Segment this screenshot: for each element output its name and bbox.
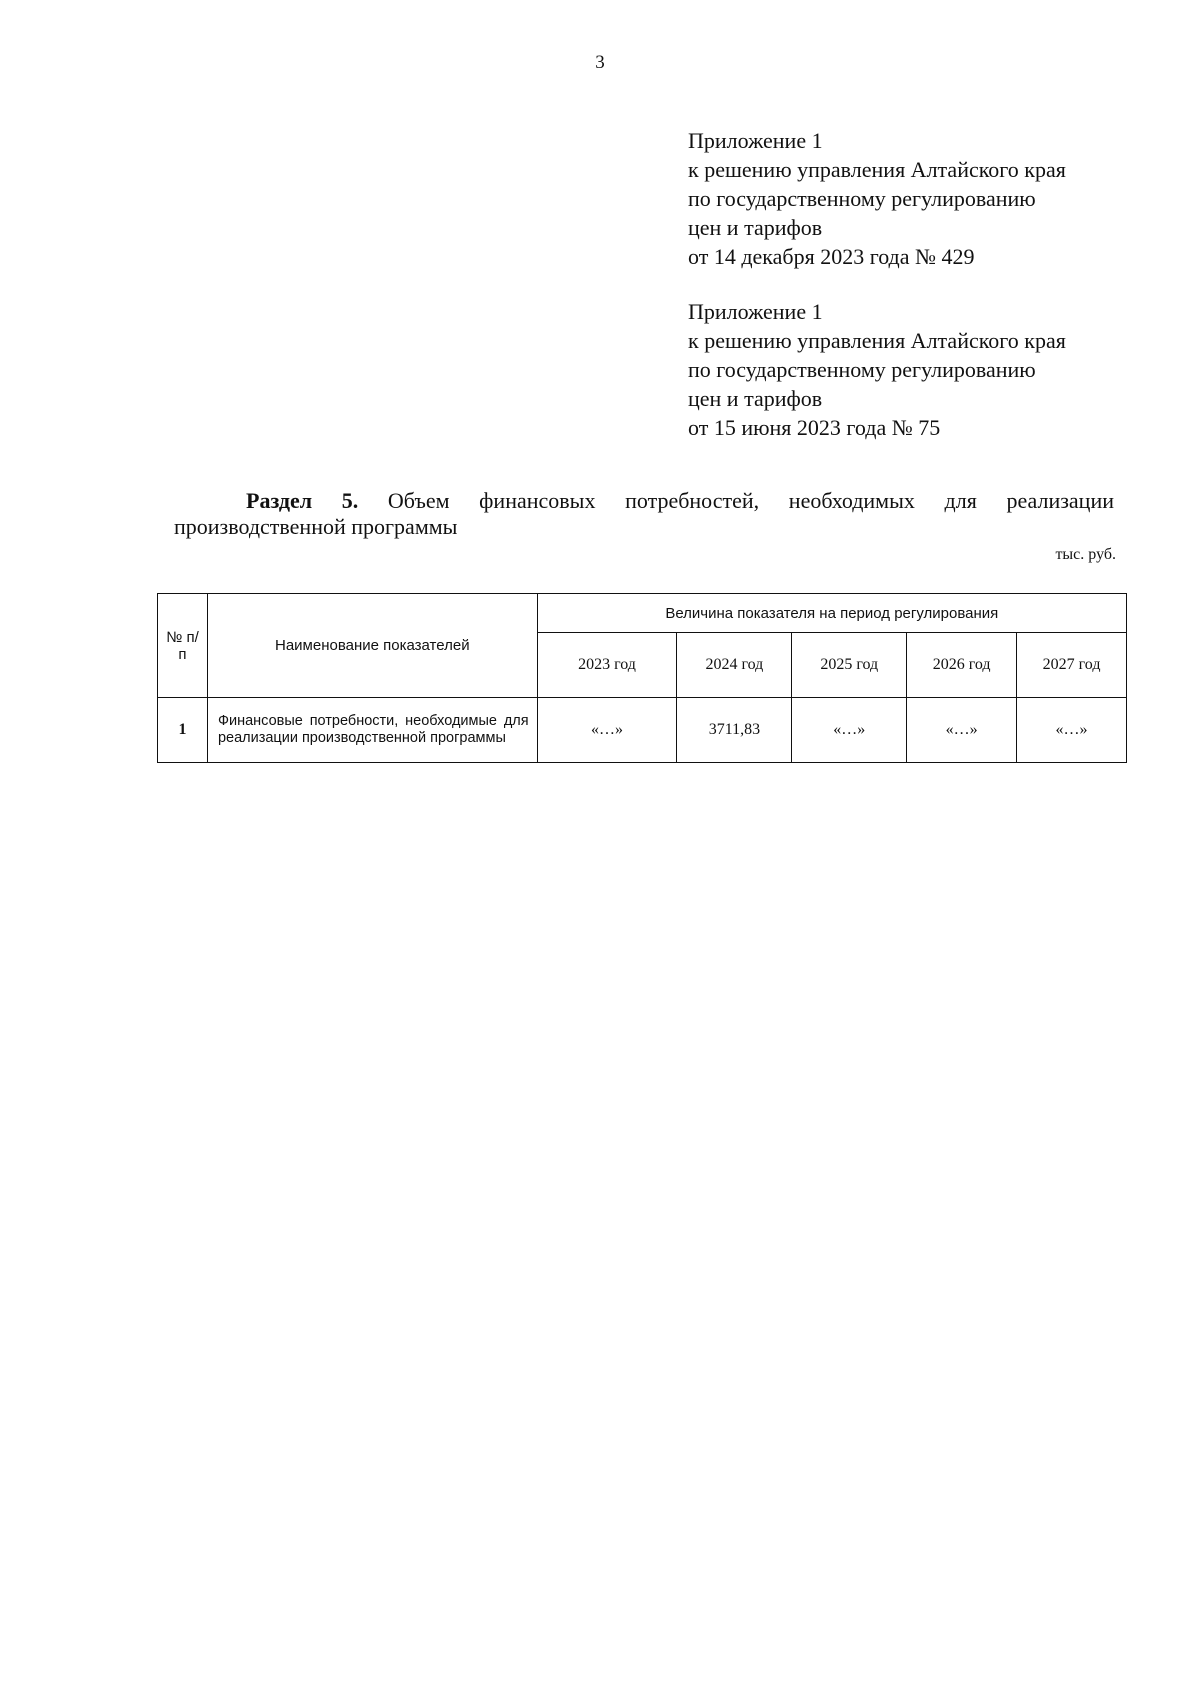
row-value: «…»: [537, 698, 677, 763]
page-number: 3: [595, 52, 605, 73]
column-header-name: Наименование показателей: [207, 594, 537, 698]
row-value: 3711,83: [677, 698, 792, 763]
financial-needs-table: [157, 593, 1127, 763]
appendix-line: цен и тарифов: [688, 386, 823, 411]
appendix-title: Приложение 1: [688, 299, 823, 324]
units-label: тыс. руб.: [1055, 546, 1116, 563]
appendix-title: Приложение 1: [688, 128, 823, 153]
column-header-period: Величина показателя на период регулирования: [537, 594, 1126, 633]
table-row: [158, 698, 1127, 763]
column-header-year: 2025 год: [792, 633, 907, 698]
appendix-line: по государственному регулированию: [688, 357, 1036, 382]
column-header-year: 2024 год: [677, 633, 792, 698]
row-name: Финансовые потребности, необходимые для реализации производственной программы: [207, 698, 537, 763]
column-header-number: № п/п: [158, 594, 208, 698]
section-heading: [174, 488, 1114, 540]
appendix-block-current: [688, 126, 1148, 271]
row-number: 1: [158, 698, 208, 763]
appendix-date: от 15 июня 2023 года № 75: [688, 415, 941, 440]
appendix-line: к решению управления Алтайского края: [688, 157, 1066, 182]
column-header-year: 2026 год: [907, 633, 1017, 698]
appendix-block-previous: [688, 297, 1148, 442]
section-label: Раздел 5.: [246, 488, 359, 513]
appendix-date: от 14 декабря 2023 года № 429: [688, 244, 975, 269]
appendix-line: по государственному регулированию: [688, 186, 1036, 211]
column-header-year: 2023 год: [537, 633, 677, 698]
appendix-line: цен и тарифов: [688, 215, 823, 240]
row-value: «…»: [792, 698, 907, 763]
column-header-year: 2027 год: [1017, 633, 1127, 698]
row-value: «…»: [1017, 698, 1127, 763]
section-title: Объем финансовых потребностей, необходимых для реализации производственной программы: [174, 488, 1114, 539]
row-value: «…»: [907, 698, 1017, 763]
appendix-line: к решению управления Алтайского края: [688, 328, 1066, 353]
